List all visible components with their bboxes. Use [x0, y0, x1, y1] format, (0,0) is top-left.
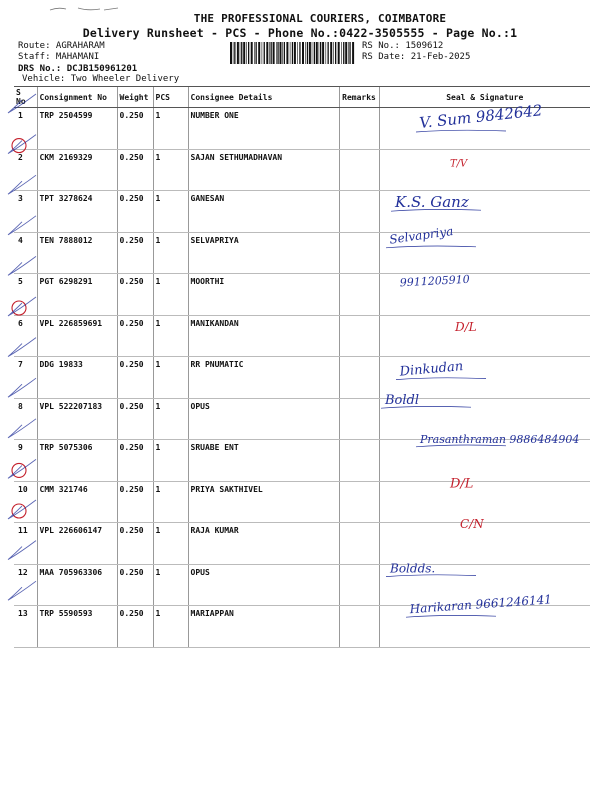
sno-cell: 13	[14, 606, 37, 648]
pcs-cell: 1	[153, 108, 188, 150]
signature-handwriting: D/L	[450, 476, 474, 492]
signature-cell	[379, 232, 590, 274]
weight-cell: 0.250	[117, 398, 153, 440]
signature-handwriting: K.S. Ganz	[395, 193, 469, 212]
consignee-cell: MOORTHI	[188, 274, 339, 316]
runsheet-table	[14, 86, 590, 648]
table-row	[14, 191, 590, 233]
weight-cell: 0.250	[117, 232, 153, 274]
pcs-cell: 1	[153, 564, 188, 606]
table-row	[14, 357, 590, 399]
remarks-cell	[339, 523, 379, 565]
signature-handwriting: Dinkudan	[399, 359, 464, 380]
signature-handwriting: D/L	[455, 320, 477, 334]
vehicle-label: Vehicle: Two Wheeler Delivery	[22, 74, 180, 84]
consignment-cell: CMM 321746	[37, 481, 117, 523]
staff-label: Staff: MAHAMANI	[18, 52, 100, 62]
remarks-cell	[339, 564, 379, 606]
consignee-cell: SAJAN SETHUMADHAVAN	[188, 149, 339, 191]
signature-cell	[379, 561, 590, 606]
consignment-cell: DDG 19833	[37, 357, 117, 399]
consignee-cell: OPUS	[188, 564, 339, 606]
company-title: THE PROFESSIONAL COURIERS, COIMBATORE	[193, 12, 447, 25]
remarks-cell	[339, 606, 379, 648]
sno-cell: 6	[14, 315, 37, 357]
consignment-cell: TPT 3278624	[37, 191, 117, 233]
table-row	[14, 481, 590, 523]
sno-cell: 4	[14, 232, 37, 274]
signature-handwriting: Prasanthraman 9886484904	[420, 432, 580, 446]
weight-cell: 0.250	[117, 191, 153, 233]
weight-cell: 0.250	[117, 315, 153, 357]
signature-handwriting: Selvapriya	[388, 223, 455, 247]
consignment-cell: CKM 2169329	[37, 149, 117, 191]
drs-number: DRS No.: DCJB150961201	[18, 64, 138, 74]
signature-cell	[379, 481, 590, 523]
consignee-cell: NUMBER ONE	[188, 108, 339, 150]
table-row	[14, 564, 590, 606]
remarks-cell	[339, 108, 379, 150]
remarks-cell	[339, 191, 379, 233]
col-consignment: Consignment No	[37, 87, 117, 108]
signature-handwriting: 9911205910	[399, 272, 471, 290]
consignee-cell: OPUS	[188, 398, 339, 440]
weight-cell: 0.250	[117, 481, 153, 523]
consignee-cell: RAJA KUMAR	[188, 523, 339, 565]
sno-cell: 9	[14, 440, 37, 482]
signature-cell	[379, 398, 590, 440]
sno-cell: 10	[14, 481, 37, 523]
signature-handwriting: Boldds.	[390, 561, 436, 576]
pcs-cell: 1	[153, 357, 188, 399]
consignee-cell: PRIYA SAKTHIVEL	[188, 481, 339, 523]
consignment-cell: PGT 6298291	[37, 274, 117, 316]
pcs-cell: 1	[153, 191, 188, 233]
col-remarks: Remarks	[339, 87, 379, 108]
table-row	[14, 398, 590, 440]
pcs-cell: 1	[153, 440, 188, 482]
table-header-row	[14, 87, 590, 108]
signature-cell	[379, 315, 590, 357]
table-row	[14, 523, 590, 565]
remarks-cell	[339, 149, 379, 191]
weight-cell: 0.250	[117, 108, 153, 150]
consignment-cell: VPL 226606147	[37, 523, 117, 565]
signature-cell	[379, 606, 590, 648]
sno-cell: 7	[14, 357, 37, 399]
sno-cell: 8	[14, 398, 37, 440]
consignee-cell: SELVAPRIYA	[188, 232, 339, 274]
signature-cell	[379, 523, 590, 565]
signature-handwriting: V. Sum 9842642	[418, 101, 544, 132]
consignment-cell: TEN 7888012	[37, 232, 117, 274]
col-weight: Weight	[117, 87, 153, 108]
signature-handwriting: C/N	[460, 517, 484, 531]
col-consignee: Consignee Details	[188, 87, 339, 108]
sno-cell: 1	[14, 108, 37, 150]
signature-cell	[379, 274, 590, 316]
consignee-cell: MARIAPPAN	[188, 606, 339, 648]
weight-cell: 0.250	[117, 274, 153, 316]
sno-cell: 11	[14, 523, 37, 565]
signature-handwriting: Boldl	[385, 393, 420, 409]
remarks-cell	[339, 398, 379, 440]
pcs-cell: 1	[153, 523, 188, 565]
signature-handwriting: Harikaran 9661246141	[409, 592, 553, 617]
table-row	[14, 440, 590, 482]
sno-cell: 5	[14, 274, 37, 316]
weight-cell: 0.250	[117, 357, 153, 399]
table-row	[14, 606, 590, 648]
pcs-cell: 1	[153, 481, 188, 523]
signature-cell	[379, 108, 590, 150]
weight-cell: 0.250	[117, 523, 153, 565]
sno-cell: 2	[14, 149, 37, 191]
table-row	[14, 149, 590, 191]
remarks-cell	[339, 481, 379, 523]
weight-cell: 0.250	[117, 606, 153, 648]
signature-handwriting: T/V	[450, 158, 468, 170]
consignment-cell: VPL 522207183	[37, 398, 117, 440]
table-row	[14, 315, 590, 357]
remarks-cell	[339, 274, 379, 316]
table-row	[14, 108, 590, 150]
table-row	[14, 232, 590, 274]
runsheet-title: Delivery Runsheet - PCS - Phone No.:0422-3505555 - Page No.:1	[82, 26, 518, 40]
rs-date: RS Date: 21-Feb-2025	[362, 52, 471, 62]
remarks-cell	[339, 357, 379, 399]
consignment-cell: TRP 2504599	[37, 108, 117, 150]
pcs-cell: 1	[153, 274, 188, 316]
pcs-cell: 1	[153, 149, 188, 191]
signature-cell	[379, 191, 590, 233]
pcs-cell: 1	[153, 606, 188, 648]
weight-cell: 0.250	[117, 564, 153, 606]
table-row	[14, 274, 590, 316]
consignee-cell: GANESAN	[188, 191, 339, 233]
col-pcs: PCS	[153, 87, 188, 108]
col-sno: S No	[14, 87, 37, 108]
signature-cell	[379, 440, 590, 482]
sno-cell: 3	[14, 191, 37, 233]
remarks-cell	[339, 232, 379, 274]
consignment-cell: TRP 5075306	[37, 440, 117, 482]
sno-cell: 12	[14, 564, 37, 606]
consignee-cell: SRUABE ENT	[188, 440, 339, 482]
col-signature: Seal & Signature	[379, 87, 590, 108]
pcs-cell: 1	[153, 398, 188, 440]
remarks-cell	[339, 315, 379, 357]
consignee-cell: RR PNUMATIC	[188, 357, 339, 399]
consignment-cell: VPL 226859691	[37, 315, 117, 357]
signature-cell	[379, 149, 590, 191]
weight-cell: 0.250	[117, 440, 153, 482]
barcode	[230, 42, 355, 64]
pcs-cell: 1	[153, 232, 188, 274]
route-label: Route: AGRAHARAM	[18, 41, 105, 51]
weight-cell: 0.250	[117, 149, 153, 191]
signature-cell	[379, 357, 590, 399]
remarks-cell	[339, 440, 379, 482]
consignee-cell: MANIKANDAN	[188, 315, 339, 357]
pcs-cell: 1	[153, 315, 188, 357]
consignment-cell: TRP 5590593	[37, 606, 117, 648]
consignment-cell: MAA 705963306	[37, 564, 117, 606]
rs-number: RS No.: 1509612	[362, 41, 444, 51]
